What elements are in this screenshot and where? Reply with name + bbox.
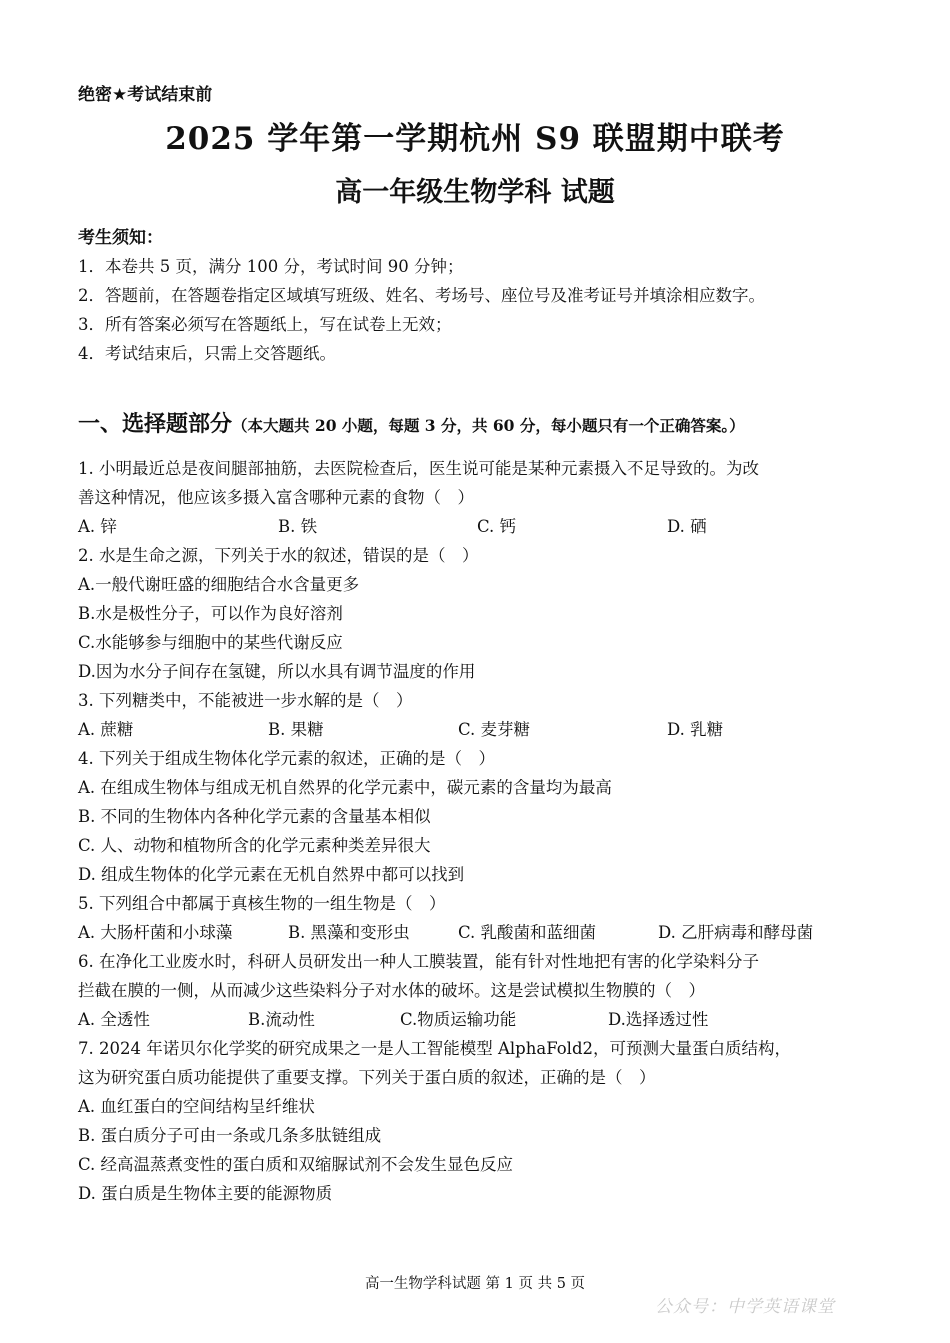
notice-item: 1．本卷共 5 页，满分 100 分，考试时间 90 分钟；: [78, 257, 464, 276]
exam-subtitle: 高一年级生物学科 试题: [335, 177, 615, 208]
question-5-option-d: D. 乙肝病毒和酵母菌: [658, 923, 814, 942]
section-title: 一、选择题部分: [78, 412, 233, 437]
question-3-option-d: D. 乳糖: [667, 720, 724, 739]
question-6-option-c: C.物质运输功能: [400, 1010, 517, 1029]
question-6-option-b: B.流动性: [248, 1010, 315, 1029]
question-4-option-b: B. 不同的生物体内各种化学元素的含量基本相似: [78, 807, 431, 826]
question-1-option-b: B. 铁: [278, 517, 318, 536]
notice-item: 2．答题前，在答题卷指定区域填写班级、姓名、考场号、座位号及准考证号并填涂相应数字。: [78, 286, 765, 305]
question-5-option-a: A. 大肠杆菌和小球藻: [78, 923, 233, 942]
question-2-option-b: B.水是极性分子，可以作为良好溶剂: [78, 604, 343, 623]
exam-title: 2025 学年第一学期杭州 S9 联盟期中联考: [165, 121, 785, 157]
notice-item: 3．所有答案必须写在答题纸上，写在试卷上无效；: [78, 315, 452, 334]
question-7-stem: 7. 2024 年诺贝尔化学奖的研究成果之一是人工智能模型 AlphaFold2，可预测大量蛋白质结构，: [78, 1039, 792, 1058]
question-3-option-c: C. 麦芽糖: [458, 720, 531, 739]
notice-item: 4．考试结束后，只需上交答题纸。: [78, 344, 336, 363]
question-6-stem: 6. 在净化工业废水时，科研人员研发出一种人工膜装置，能有针对性地把有害的化学染料分子: [78, 952, 759, 971]
question-4-option-d: D. 组成生物体的化学元素在无机自然界中都可以找到: [78, 865, 465, 884]
question-7-option-a: A. 血红蛋白的空间结构呈纤维状: [78, 1097, 315, 1116]
question-1-stem: 善这种情况，他应该多摄入富含哪种元素的食物（ ）: [78, 488, 474, 507]
question-2-stem: 2. 水是生命之源，下列关于水的叙述，错误的是（ ）: [78, 546, 479, 565]
confidential-label: 绝密★考试结束前: [78, 85, 213, 105]
question-5-option-b: B. 黑藻和变形虫: [288, 923, 410, 942]
question-1-option-a: A. 锌: [78, 517, 117, 536]
question-7-stem: 这为研究蛋白质功能提供了重要支撑。下列关于蛋白质的叙述，正确的是（ ）: [78, 1068, 656, 1087]
page-footer: 高一生物学科试题 第 1 页 共 5 页: [364, 1276, 586, 1292]
question-7-option-b: B. 蛋白质分子可由一条或几条多肽链组成: [78, 1126, 382, 1145]
question-1-option-d: D. 硒: [667, 517, 707, 536]
question-2-option-c: C.水能够参与细胞中的某些代谢反应: [78, 633, 343, 652]
question-4-option-c: C. 人、动物和植物所含的化学元素种类差异很大: [78, 836, 431, 855]
question-7-option-d: D. 蛋白质是生物体主要的能源物质: [78, 1184, 333, 1203]
question-3-stem: 3. 下列糖类中，不能被进一步水解的是（ ）: [78, 691, 413, 710]
question-6-stem: 拦截在膜的一侧，从而减少这些染料分子对水体的破坏。这是尝试模拟生物膜的（ ）: [78, 981, 705, 1000]
watermark-text: 公众号：中学英语课堂: [655, 1297, 835, 1317]
question-4-stem: 4. 下列关于组成生物体化学元素的叙述，正确的是（ ）: [78, 749, 495, 768]
question-3-option-a: A. 蔗糖: [78, 720, 134, 739]
question-3-option-b: B. 果糖: [268, 720, 324, 739]
question-5-stem: 5. 下列组合中都属于真核生物的一组生物是（ ）: [78, 894, 446, 913]
section-note: （本大题共 20 小题，每题 3 分，共 60 分，每小题只有一个正确答案。）: [232, 416, 745, 435]
notice-title: 考生须知：: [78, 228, 163, 248]
question-2-option-a: A.一般代谢旺盛的细胞结合水含量更多: [78, 575, 360, 594]
question-5-option-c: C. 乳酸菌和蓝细菌: [458, 923, 597, 942]
question-2-option-d: D.因为水分子间存在氢键，所以水具有调节温度的作用: [78, 662, 476, 681]
question-1-option-c: C. 钙: [477, 517, 517, 536]
question-4-option-a: A. 在组成生物体与组成无机自然界的化学元素中，碳元素的含量均为最高: [78, 778, 612, 797]
section-heading: [78, 407, 745, 438]
question-6-option-d: D.选择透过性: [608, 1010, 709, 1029]
question-1-stem: 1. 小明最近总是夜间腿部抽筋，去医院检查后，医生说可能是某种元素摄入不足导致的。为改: [78, 459, 759, 478]
question-6-option-a: A. 全透性: [78, 1010, 150, 1029]
question-7-option-c: C. 经高温蒸煮变性的蛋白质和双缩脲试剂不会发生显色反应: [78, 1155, 514, 1174]
